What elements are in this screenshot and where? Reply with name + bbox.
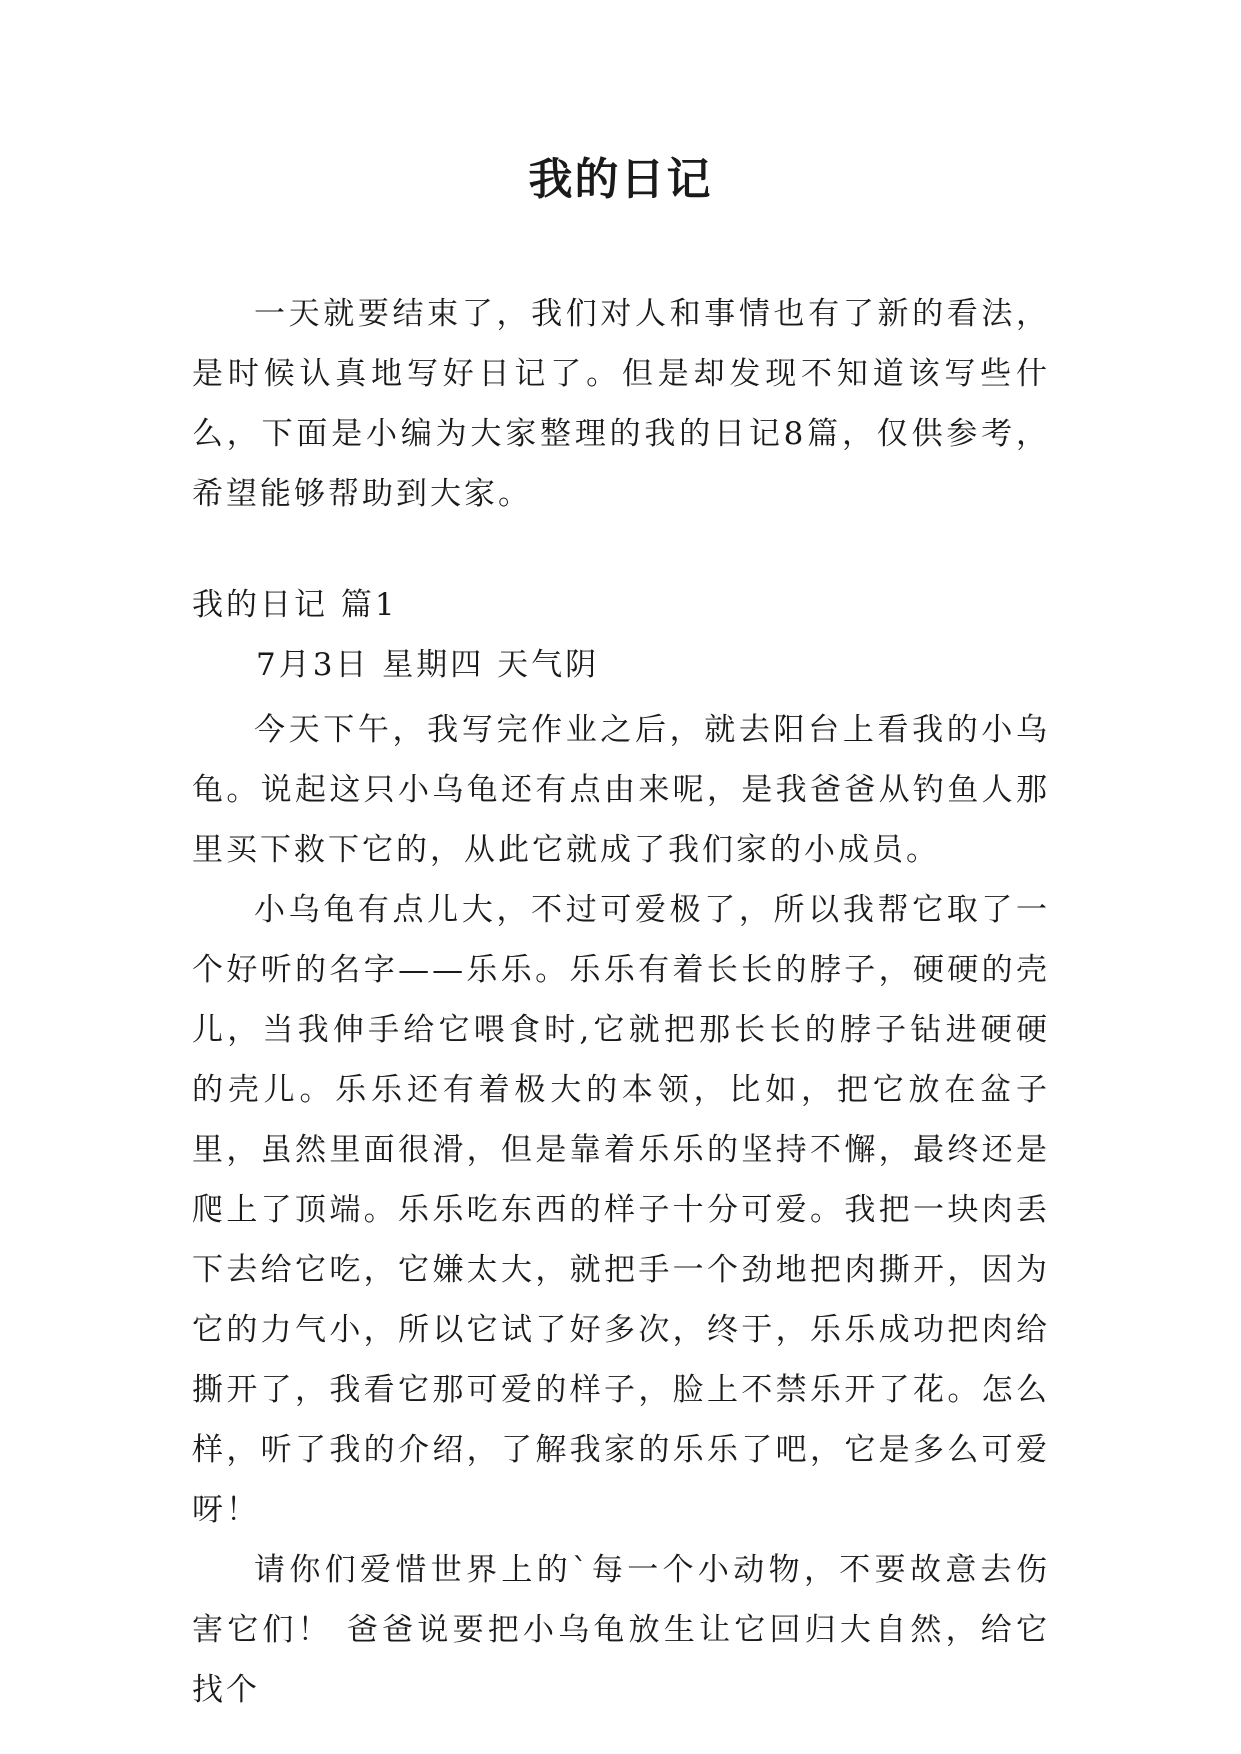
section-heading: 我的日记 篇1 (192, 587, 398, 623)
diary-paragraph: 请你们爱惜世界上的`每一个小动物，不要故意去伤害它们！ 爸爸说要把小乌龟放生让它回归大自然，给它找个 (192, 1552, 1050, 1708)
diary-body (192, 700, 1050, 1720)
document-title: 我的日记 (528, 154, 713, 205)
intro-block (192, 284, 1050, 524)
diary-date-line: 7月3日 星期四 天气阴 (256, 647, 600, 683)
diary-paragraph: 今天下午，我写完作业之后，就去阳台上看我的小乌龟。说起这只小乌龟还有点由来呢，是我爸爸从钓鱼人那里买下救下它的，从此它就成了我们家的小成员。 (192, 712, 1050, 868)
intro-paragraph: 一天就要结束了，我们对人和事情也有了新的看法，是时候认真地写好日记了。但是却发现不知道该写些什么，下面是小编为大家整理的我的日记8篇，仅供参考，希望能够帮助到大家。 (192, 296, 1050, 512)
diary-paragraph: 小乌龟有点儿大，不过可爱极了，所以我帮它取了一个好听的名字——乐乐。乐乐有着长长的脖子，硬硬的壳儿，当我伸手给它喂食时,它就把那长长的脖子钻进硬硬的壳儿。乐乐还有着极大的本领，比如，把它放在盆子里，虽然里面很滑，但是靠着乐乐的坚持不懈，最终还是爬上了顶端。乐乐吃东西的样子十分可爱。我把一块肉丢下去给它吃，它嫌太大，就把手一个劲地把肉撕开，因为它的力气小，所以它试了好多次，终于，乐乐成功把肉给撕开了，我看它那可爱的样子，脸上不禁乐开了花。怎么样，听了我的介绍，了解我家的乐乐了吧，它是多么可爱呀！ (192, 892, 1050, 1528)
